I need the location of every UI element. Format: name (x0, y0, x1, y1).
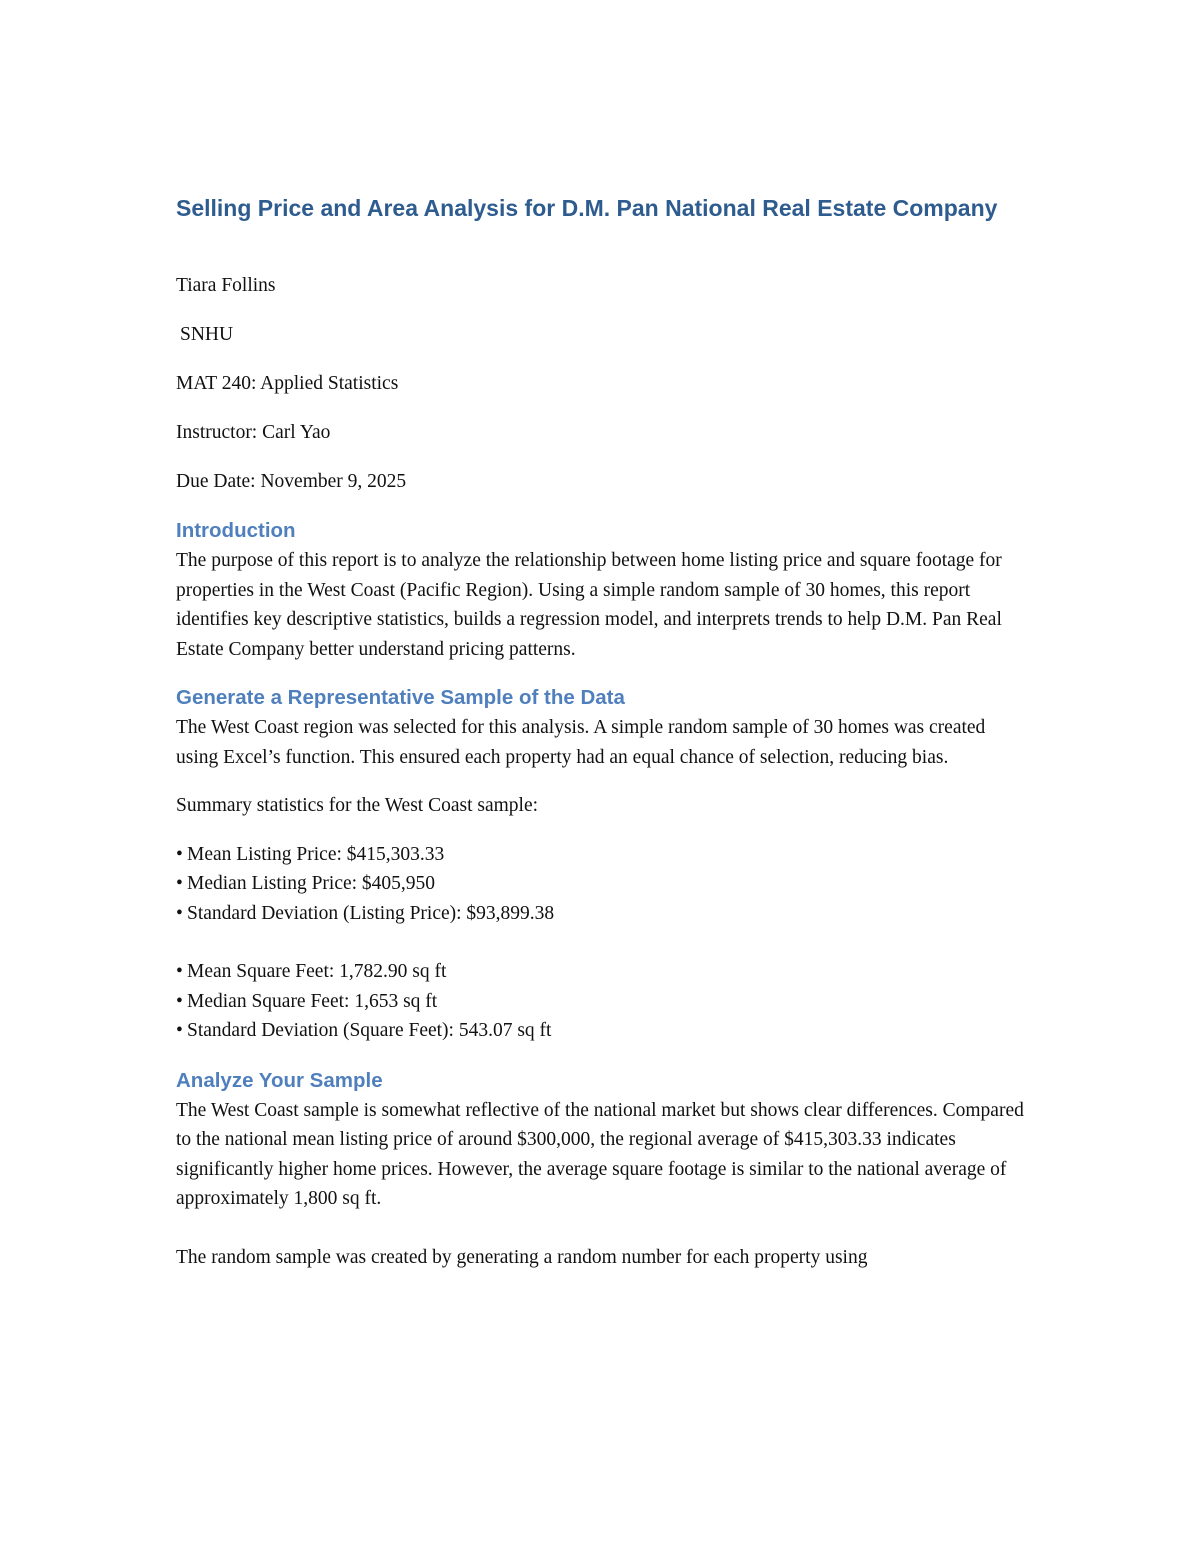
document-content (176, 188, 1026, 1291)
bullet-icon: • (176, 902, 183, 924)
bullet-icon: • (176, 990, 183, 1012)
median-price-stat: Median Listing Price: $405,950 (187, 873, 436, 894)
stddev-price-stat: Standard Deviation (Listing Price): $93,899.38 (187, 902, 555, 924)
list-item (176, 899, 1026, 929)
bullet-icon: • (176, 961, 183, 982)
list-item (176, 840, 1026, 870)
bullet-icon: • (176, 873, 183, 894)
sample-heading: Generate a Representative Sample of the Data (176, 686, 625, 709)
sample-paragraph: The West Coast region was selected for this analysis. A simple random sample of 30 homes was created using Excel’s function. This ensured each property had an equal chance of selection, reducing bias. (176, 717, 986, 768)
section-spacer (176, 1046, 1026, 1066)
bullet-icon: • (176, 843, 183, 865)
paragraph-spacer (176, 1233, 1026, 1243)
list-item (176, 1016, 1026, 1046)
mean-price-stat: Mean Listing Price: $415,303.33 (187, 843, 445, 865)
stddev-area-stat: Standard Deviation (Square Feet): 543.07 sq ft (187, 1020, 552, 1041)
due-date: Due Date: November 9, 2025 (176, 471, 407, 492)
instructor-name: Instructor: Carl Yao (176, 422, 331, 443)
author-name: Tiara Follins (176, 275, 276, 296)
institution-name: SNHU (180, 324, 234, 345)
introduction-heading: Introduction (176, 519, 296, 542)
list-item (176, 869, 1026, 899)
mean-area-stat: Mean Square Feet: 1,782.90 sq ft (187, 961, 447, 982)
analyze-heading: Analyze Your Sample (176, 1068, 383, 1092)
median-area-stat: Median Square Feet: 1,653 sq ft (187, 990, 438, 1012)
list-item (176, 987, 1026, 1017)
introduction-paragraph: The purpose of this report is to analyze the relationship between home listing price and square footage for properties in the West Coast (Pacific Region). Using a simple random sample of 30 homes, this report identifies key descriptive statistics, builds a regression model, and interprets trends to help D.M. Pan Real Estate Company better understand pricing patterns. (176, 550, 1002, 660)
list-item (176, 957, 1026, 987)
document-title: Selling Price and Area Analysis for D.M. Pan National Real Estate Company (176, 195, 998, 221)
analyze-paragraph: The West Coast sample is somewhat reflective of the national market but shows clear differences. Compared to the national mean listing price of around $300,000, the regional average of $415,303.33 indicates significantly higher home prices. However, the average square footage is similar to the national average of approximately 1,800 sq ft. (176, 1099, 1024, 1209)
area-stats-list (176, 957, 1026, 1046)
summary-intro: Summary statistics for the West Coast sample: (176, 795, 539, 816)
analyze-paragraph-continued: The random sample was created by generating a random number for each property using (176, 1246, 868, 1268)
price-stats-list (176, 840, 1026, 929)
course-name: MAT 240: Applied Statistics (176, 373, 399, 394)
list-spacer (176, 928, 1026, 957)
bullet-icon: • (176, 1020, 183, 1041)
